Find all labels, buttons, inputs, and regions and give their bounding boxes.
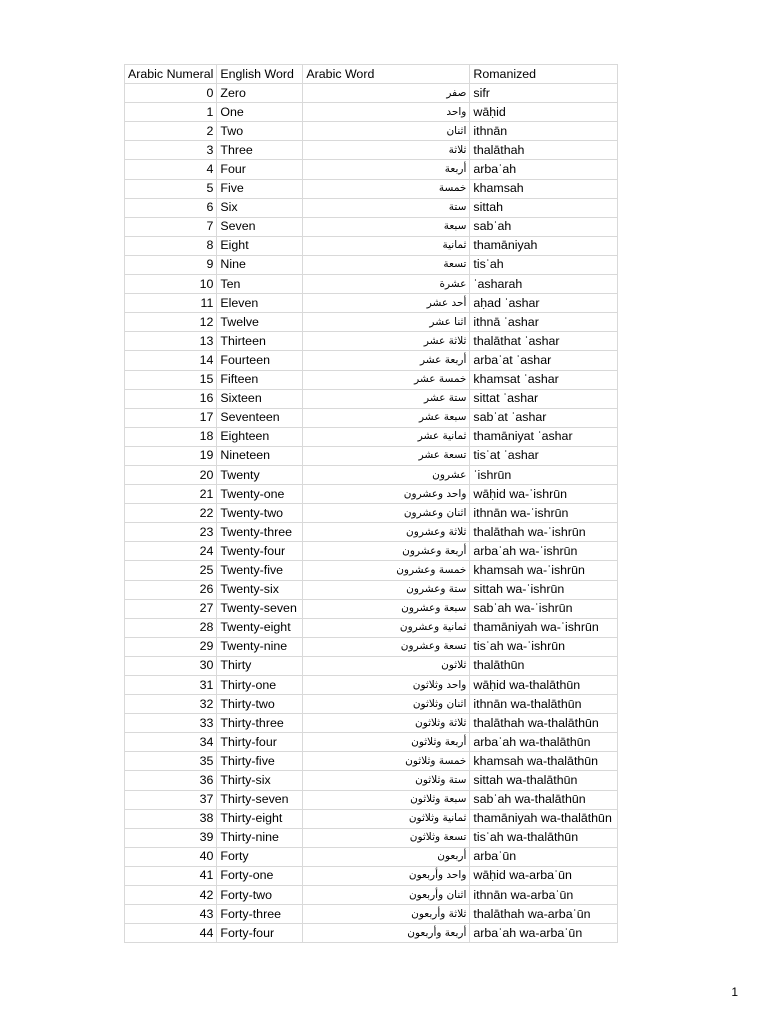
cell-arabic-numeral: 8 — [125, 236, 217, 255]
cell-romanized: ithnān wa-ʿishrūn — [470, 504, 618, 523]
table-row — [125, 504, 618, 523]
cell-english-word: Thirteen — [217, 332, 303, 351]
cell-english-word: Eighteen — [217, 427, 303, 446]
table-row — [125, 637, 618, 656]
table-row — [125, 924, 618, 943]
table-row — [125, 217, 618, 236]
cell-english-word: Twenty-two — [217, 504, 303, 523]
cell-romanized: khamsah wa-ʿishrūn — [470, 561, 618, 580]
cell-romanized: sittah wa-ʿishrūn — [470, 580, 618, 599]
cell-arabic-numeral: 33 — [125, 714, 217, 733]
cell-romanized: wāḥid wa-ʿishrūn — [470, 485, 618, 504]
cell-arabic-numeral: 28 — [125, 618, 217, 637]
cell-arabic-numeral: 35 — [125, 752, 217, 771]
cell-arabic-numeral: 39 — [125, 828, 217, 847]
cell-arabic-numeral: 29 — [125, 637, 217, 656]
table-row — [125, 332, 618, 351]
cell-arabic-numeral: 44 — [125, 924, 217, 943]
cell-arabic-numeral: 10 — [125, 275, 217, 294]
cell-english-word: Four — [217, 160, 303, 179]
cell-arabic-word: ثمانية وثلاثون — [303, 809, 470, 828]
cell-romanized: sabʿat ʿashar — [470, 408, 618, 427]
cell-arabic-numeral: 31 — [125, 676, 217, 695]
table-row — [125, 427, 618, 446]
cell-english-word: Thirty — [217, 656, 303, 675]
cell-arabic-word: خمسة عشر — [303, 370, 470, 389]
cell-arabic-numeral: 13 — [125, 332, 217, 351]
cell-english-word: Zero — [217, 84, 303, 103]
cell-arabic-numeral: 21 — [125, 485, 217, 504]
cell-arabic-numeral: 23 — [125, 523, 217, 542]
table-row — [125, 294, 618, 313]
cell-arabic-word: صفر — [303, 84, 470, 103]
cell-romanized: ʿasharah — [470, 275, 618, 294]
cell-english-word: Eleven — [217, 294, 303, 313]
cell-romanized: ithnān wa-arbaʿūn — [470, 886, 618, 905]
cell-romanized: aḥad ʿashar — [470, 294, 618, 313]
cell-arabic-word: تسعة عشر — [303, 446, 470, 465]
cell-english-word: Thirty-eight — [217, 809, 303, 828]
cell-arabic-word: ستة وثلاثون — [303, 771, 470, 790]
cell-arabic-word: تسعة وعشرون — [303, 637, 470, 656]
cell-romanized: ithnā ʿashar — [470, 313, 618, 332]
cell-romanized: khamsah wa-thalāthūn — [470, 752, 618, 771]
table-row — [125, 389, 618, 408]
cell-arabic-numeral: 42 — [125, 886, 217, 905]
cell-arabic-numeral: 32 — [125, 695, 217, 714]
cell-romanized: thalāthah wa-thalāthūn — [470, 714, 618, 733]
table-row — [125, 886, 618, 905]
cell-arabic-numeral: 2 — [125, 122, 217, 141]
table-row — [125, 446, 618, 465]
cell-arabic-word: خمسة وثلاثون — [303, 752, 470, 771]
cell-romanized: thalāthah wa-arbaʿūn — [470, 905, 618, 924]
table-row — [125, 84, 618, 103]
cell-romanized: arbaʿat ʿashar — [470, 351, 618, 370]
cell-english-word: Forty-three — [217, 905, 303, 924]
cell-arabic-word: خمسة وعشرون — [303, 561, 470, 580]
cell-arabic-numeral: 7 — [125, 217, 217, 236]
cell-arabic-numeral: 17 — [125, 408, 217, 427]
cell-romanized: ithnān wa-thalāthūn — [470, 695, 618, 714]
cell-arabic-word: واحد — [303, 103, 470, 122]
cell-romanized: thamāniyah wa-ʿishrūn — [470, 618, 618, 637]
cell-arabic-word: أربعون — [303, 847, 470, 866]
cell-romanized: sittah wa-thalāthūn — [470, 771, 618, 790]
cell-arabic-word: ثلاثة عشر — [303, 332, 470, 351]
cell-english-word: Thirty-seven — [217, 790, 303, 809]
cell-arabic-word: ثلاثة وأربعون — [303, 905, 470, 924]
cell-arabic-numeral: 6 — [125, 198, 217, 217]
cell-arabic-word: اثنان وعشرون — [303, 504, 470, 523]
table-row — [125, 122, 618, 141]
cell-english-word: Seventeen — [217, 408, 303, 427]
cell-romanized: thalāthah wa-ʿishrūn — [470, 523, 618, 542]
table-row — [125, 580, 618, 599]
numbers-table — [124, 64, 618, 943]
cell-arabic-numeral: 38 — [125, 809, 217, 828]
cell-arabic-word: ثمانية وعشرون — [303, 618, 470, 637]
cell-romanized: khamsat ʿashar — [470, 370, 618, 389]
cell-arabic-numeral: 24 — [125, 542, 217, 561]
cell-arabic-word: أربعة — [303, 160, 470, 179]
cell-english-word: Thirty-three — [217, 714, 303, 733]
cell-english-word: Thirty-two — [217, 695, 303, 714]
table-row — [125, 695, 618, 714]
cell-english-word: Twenty — [217, 465, 303, 484]
table-row — [125, 179, 618, 198]
table-row — [125, 599, 618, 618]
cell-arabic-word: أحد عشر — [303, 294, 470, 313]
table-row — [125, 523, 618, 542]
cell-romanized: thamāniyah — [470, 236, 618, 255]
cell-romanized: arbaʿah wa-ʿishrūn — [470, 542, 618, 561]
cell-arabic-numeral: 25 — [125, 561, 217, 580]
cell-arabic-word: اثنان وثلاثون — [303, 695, 470, 714]
table-row — [125, 905, 618, 924]
cell-romanized: wāḥid wa-arbaʿūn — [470, 866, 618, 885]
table-row — [125, 275, 618, 294]
cell-arabic-numeral: 3 — [125, 141, 217, 160]
table-row — [125, 313, 618, 332]
cell-arabic-word: عشرون — [303, 465, 470, 484]
cell-arabic-numeral: 5 — [125, 179, 217, 198]
table-row — [125, 847, 618, 866]
header-romanized: Romanized — [470, 65, 618, 84]
cell-arabic-word: أربعة وأربعون — [303, 924, 470, 943]
cell-arabic-word: خمسة — [303, 179, 470, 198]
cell-english-word: Thirty-nine — [217, 828, 303, 847]
cell-romanized: tisʿah wa-ʿishrūn — [470, 637, 618, 656]
table-row — [125, 542, 618, 561]
cell-arabic-numeral: 41 — [125, 866, 217, 885]
cell-arabic-numeral: 26 — [125, 580, 217, 599]
cell-arabic-word: سبعة — [303, 217, 470, 236]
cell-romanized: wāḥid wa-thalāthūn — [470, 676, 618, 695]
header-arabic-numeral: Arabic Numeral — [125, 65, 217, 84]
cell-arabic-word: واحد وأربعون — [303, 866, 470, 885]
cell-arabic-numeral: 30 — [125, 656, 217, 675]
cell-arabic-word: ثلاثون — [303, 656, 470, 675]
cell-romanized: thalāthūn — [470, 656, 618, 675]
cell-romanized: thamāniyat ʿashar — [470, 427, 618, 446]
cell-arabic-numeral: 43 — [125, 905, 217, 924]
table-row — [125, 656, 618, 675]
cell-english-word: Thirty-six — [217, 771, 303, 790]
table-row — [125, 160, 618, 179]
cell-arabic-word: ثمانية عشر — [303, 427, 470, 446]
cell-arabic-word: ستة عشر — [303, 389, 470, 408]
table-row — [125, 198, 618, 217]
cell-english-word: Forty-four — [217, 924, 303, 943]
cell-arabic-numeral: 22 — [125, 504, 217, 523]
table-row — [125, 408, 618, 427]
cell-english-word: Twenty-eight — [217, 618, 303, 637]
cell-english-word: Fifteen — [217, 370, 303, 389]
cell-arabic-numeral: 16 — [125, 389, 217, 408]
cell-romanized: sittah — [470, 198, 618, 217]
cell-english-word: Thirty-four — [217, 733, 303, 752]
cell-arabic-numeral: 12 — [125, 313, 217, 332]
table-row — [125, 790, 618, 809]
cell-romanized: thalāthat ʿashar — [470, 332, 618, 351]
cell-romanized: arbaʿah wa-arbaʿūn — [470, 924, 618, 943]
cell-romanized: sabʿah wa-thalāthūn — [470, 790, 618, 809]
header-arabic-word: Arabic Word — [303, 65, 470, 84]
cell-english-word: Twenty-five — [217, 561, 303, 580]
cell-romanized: sabʿah wa-ʿishrūn — [470, 599, 618, 618]
cell-arabic-numeral: 18 — [125, 427, 217, 446]
cell-arabic-numeral: 15 — [125, 370, 217, 389]
cell-arabic-word: تسعة وثلاثون — [303, 828, 470, 847]
table-row — [125, 351, 618, 370]
cell-arabic-word: ستة وعشرون — [303, 580, 470, 599]
cell-arabic-numeral: 27 — [125, 599, 217, 618]
cell-english-word: One — [217, 103, 303, 122]
cell-english-word: Fourteen — [217, 351, 303, 370]
cell-english-word: Thirty-five — [217, 752, 303, 771]
cell-english-word: Forty-one — [217, 866, 303, 885]
cell-english-word: Seven — [217, 217, 303, 236]
cell-romanized: sittat ʿashar — [470, 389, 618, 408]
cell-romanized: arbaʿūn — [470, 847, 618, 866]
cell-english-word: Twenty-one — [217, 485, 303, 504]
cell-english-word: Six — [217, 198, 303, 217]
table-row — [125, 866, 618, 885]
cell-english-word: Forty — [217, 847, 303, 866]
cell-english-word: Three — [217, 141, 303, 160]
cell-arabic-numeral: 19 — [125, 446, 217, 465]
table-row — [125, 236, 618, 255]
cell-arabic-numeral: 9 — [125, 255, 217, 274]
cell-english-word: Twenty-six — [217, 580, 303, 599]
cell-arabic-word: عشرة — [303, 275, 470, 294]
cell-english-word: Five — [217, 179, 303, 198]
cell-romanized: arbaʿah — [470, 160, 618, 179]
table-row — [125, 771, 618, 790]
page-number: 1 — [731, 985, 738, 999]
table-row — [125, 733, 618, 752]
table-row — [125, 561, 618, 580]
cell-arabic-word: اثنان — [303, 122, 470, 141]
table-header-row — [125, 65, 618, 84]
table-row — [125, 676, 618, 695]
table-row — [125, 828, 618, 847]
cell-english-word: Twenty-four — [217, 542, 303, 561]
cell-english-word: Twelve — [217, 313, 303, 332]
cell-romanized: ithnān — [470, 122, 618, 141]
cell-romanized: tisʿah wa-thalāthūn — [470, 828, 618, 847]
cell-arabic-word: ثلاثة وعشرون — [303, 523, 470, 542]
cell-arabic-word: واحد وثلاثون — [303, 676, 470, 695]
cell-arabic-numeral: 40 — [125, 847, 217, 866]
cell-romanized: ʿishrūn — [470, 465, 618, 484]
table-row — [125, 103, 618, 122]
cell-english-word: Twenty-nine — [217, 637, 303, 656]
table-row — [125, 809, 618, 828]
cell-romanized: arbaʿah wa-thalāthūn — [470, 733, 618, 752]
header-english-word: English Word — [217, 65, 303, 84]
table-row — [125, 618, 618, 637]
cell-romanized: tisʿat ʿashar — [470, 446, 618, 465]
table-row — [125, 370, 618, 389]
table-body — [125, 84, 618, 943]
cell-arabic-numeral: 36 — [125, 771, 217, 790]
table-row — [125, 752, 618, 771]
cell-arabic-numeral: 4 — [125, 160, 217, 179]
cell-english-word: Nineteen — [217, 446, 303, 465]
cell-english-word: Eight — [217, 236, 303, 255]
cell-arabic-word: سبعة وثلاثون — [303, 790, 470, 809]
cell-arabic-numeral: 20 — [125, 465, 217, 484]
cell-arabic-word: واحد وعشرون — [303, 485, 470, 504]
cell-arabic-numeral: 37 — [125, 790, 217, 809]
cell-arabic-numeral: 1 — [125, 103, 217, 122]
cell-english-word: Forty-two — [217, 886, 303, 905]
cell-arabic-numeral: 34 — [125, 733, 217, 752]
table-row — [125, 485, 618, 504]
cell-romanized: khamsah — [470, 179, 618, 198]
cell-english-word: Ten — [217, 275, 303, 294]
cell-arabic-word: ستة — [303, 198, 470, 217]
cell-english-word: Twenty-three — [217, 523, 303, 542]
cell-arabic-word: ثلاثة — [303, 141, 470, 160]
cell-arabic-word: ثمانية — [303, 236, 470, 255]
cell-english-word: Two — [217, 122, 303, 141]
cell-english-word: Twenty-seven — [217, 599, 303, 618]
cell-romanized: thalāthah — [470, 141, 618, 160]
cell-arabic-numeral: 0 — [125, 84, 217, 103]
cell-arabic-word: اثنا عشر — [303, 313, 470, 332]
cell-romanized: sabʿah — [470, 217, 618, 236]
table-row — [125, 255, 618, 274]
cell-arabic-word: ثلاثة وثلاثون — [303, 714, 470, 733]
cell-romanized: wāḥid — [470, 103, 618, 122]
cell-arabic-word: أربعة وثلاثون — [303, 733, 470, 752]
cell-romanized: sifr — [470, 84, 618, 103]
cell-english-word: Nine — [217, 255, 303, 274]
cell-romanized: thamāniyah wa-thalāthūn — [470, 809, 618, 828]
cell-arabic-word: أربعة عشر — [303, 351, 470, 370]
cell-english-word: Thirty-one — [217, 676, 303, 695]
cell-arabic-word: تسعة — [303, 255, 470, 274]
cell-arabic-word: أربعة وعشرون — [303, 542, 470, 561]
cell-romanized: tisʿah — [470, 255, 618, 274]
table-row — [125, 141, 618, 160]
cell-arabic-numeral: 14 — [125, 351, 217, 370]
cell-arabic-numeral: 11 — [125, 294, 217, 313]
table-row — [125, 465, 618, 484]
cell-english-word: Sixteen — [217, 389, 303, 408]
cell-arabic-word: اثنان وأربعون — [303, 886, 470, 905]
cell-arabic-word: سبعة عشر — [303, 408, 470, 427]
cell-arabic-word: سبعة وعشرون — [303, 599, 470, 618]
table-row — [125, 714, 618, 733]
